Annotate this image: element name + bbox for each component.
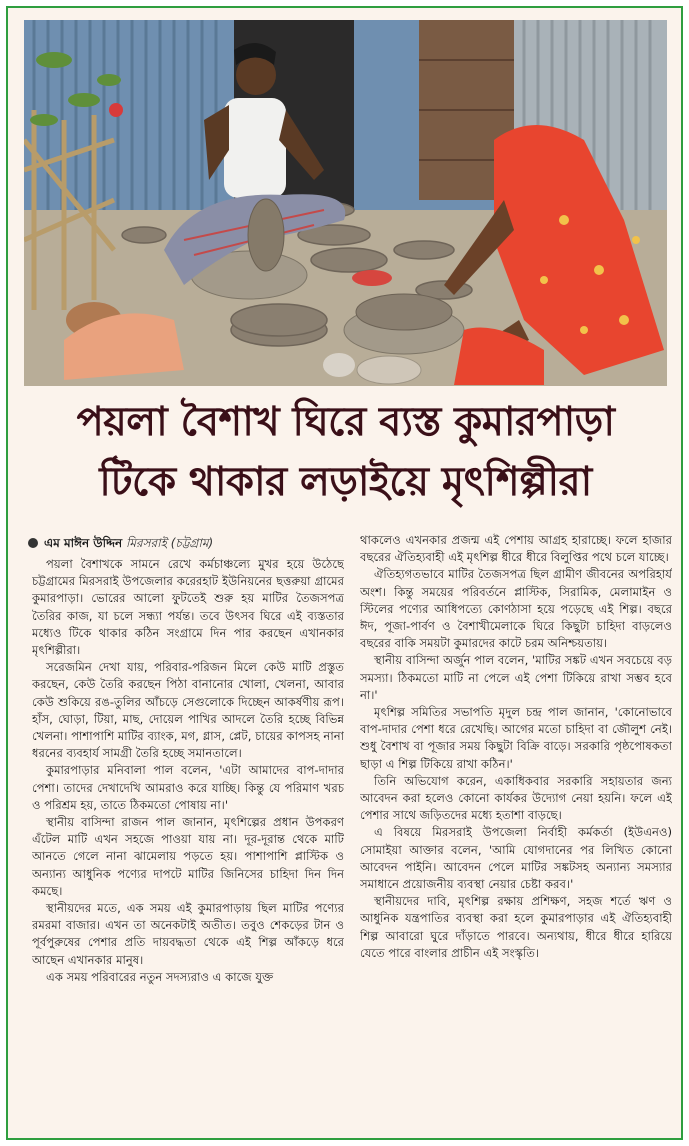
paragraph: স্থানীয় বাসিন্দা রাজন পাল জানান, মৃৎশিল্পের প্রধান উপকরণ এঁটেল মাটি এখন সহজে পাওয়া যায় না। দূর-দূরান্ত থেকে মাটি আনতে গেলে নানা ঝামেলায় পড়তে হয়। পাশাপাশি প্লাস্টিক ও অন্যান্য আধুনিক পণ্যের দাপটে মাটির জিনিসের চাহিদা দিন দিন কমছে। — [32, 815, 344, 898]
byline-place: মিরসরাই (চট্টগ্রাম) — [125, 536, 214, 550]
byline-author: এম মাঈন উদ্দিন — [44, 536, 123, 550]
paragraph: এক সময় পরিবারের নতুন সদস্যরাও এ কাজে যুক্ত — [46, 969, 274, 984]
paragraph: পয়লা বৈশাখকে সামনে রেখে কর্মচাঞ্চল্যে মুখর হয়ে উঠেছে চট্টগ্রামের মিরসরাই উপজেলার করেরহাট ইউনিয়নের ছত্তরুয়া গ্রামের কুমারপাড়া। ভোরের আলো ফুটতেই শুরু হয় মাটির তৈজসপত্র তৈরির কাজ, যা চলে সন্ধ্যা পর্যন্ত। তবে উৎসব ঘিরে এই ব্যস্ততার মধ্যেও টিকে থাকার কঠিন সংগ্রামে দিন পার করছেন এখানকার মৃৎশিল্পীরা। — [32, 557, 344, 658]
bullet-icon — [28, 538, 38, 548]
paragraph: ঐতিহ্যগতভাবে মাটির তৈজসপত্র ছিল গ্রামীণ জীবনের অপরিহার্য অংশ। কিন্তু সময়ের পরিবর্তনে প্লাস্টিক, সিরামিক, মেলামাইন ও স্টিলের পণ্যের আধিপত্যে কোণঠাসা হয়ে পড়েছে এই শিল্প। বছরে ঈদ, পূজা-পার্বণ ও বৈশাখীমেলাকে ঘিরে কিছুটা চাহিদা বাড়লেও বছরের বাকি সময়টা কুমারদের কাটে চরম অনিশ্চয়তায়। — [360, 567, 672, 651]
paragraph: স্থানীয় বাসিন্দা অর্জুন পাল বলেন, 'মাটির সঙ্কট এখন সবচেয়ে বড় সমস্যা। ঠিকমতো মাটি না পেলে এই পেশা টিকিয়ে রাখা সম্ভব হবে না।' — [360, 653, 672, 702]
article-photo — [24, 20, 667, 386]
paragraph: সরেজমিন দেখা যায়, পরিবার-পরিজন মিলে কেউ মাটি প্রস্তুত করছেন, কেউ তৈরি করছেন পিঠা বানানোর খোলা, খেলনা, আবার কেউ শুকিয়ে রঙ-তুলির আঁচড়ে সেগুলোকে দিচ্ছেন আকর্ষণীয় রূপ। হাঁস, ঘোড়া, টিয়া, মাছ, দোয়েল পাখির আদলে তৈরি হচ্ছে বিভিন্ন খেলনা। পাশাপাশি মাটির ব্যাংক, মগ, গ্লাস, প্লেট, চায়ের কাপসহ নানা ধরনের ব্যবহার্য সামগ্রী তৈরি হচ্ছে সমানতালে। — [32, 660, 344, 761]
potters-at-work-illustration — [24, 20, 667, 386]
article-column-left — [32, 556, 344, 1136]
paragraph: স্থানীয়দের মতে, এক সময় এই কুমারপাড়ায় ছিল মাটির পণ্যের রমরমা বাজার। এখন তা অনেকটাই অতীত। তবুও শেকড়ের টান ও পূর্বপুরুষের পেশার প্রতি দায়বদ্ধতা থেকে এই শিল্প আঁকড়ে ধরে আছেন এখানকার মানুষ। — [32, 901, 344, 967]
headline-line-2: টিকে থাকার লড়াইয়ে মৃৎশিল্পীরা — [99, 459, 592, 505]
paragraph: থাকলেও এখনকার প্রজন্ম এই পেশায় আগ্রহ হারাচ্ছে। ফলে হাজার বছরের ঐতিহ্যবাহী এই মৃৎশিল্প ধীরে ধীরে বিলুপ্তির পথে চলে যাচ্ছে। — [360, 533, 672, 565]
paragraph: তিনি অভিযোগ করেন, একাধিকবার সরকারি সহায়তার জন্য আবেদন করা হলেও কোনো কার্যকর উদ্যোগ নেয়া হয়নি। ফলে এই পেশার সাথে জড়িতদের মধ্যে হতাশা বাড়ছে। — [360, 773, 672, 823]
article-column-right — [360, 532, 672, 1112]
byline — [28, 534, 348, 552]
headline — [24, 392, 667, 520]
paragraph: কুমারপাড়ার মনিবালা পাল বলেন, 'এটা আমাদের বাপ-দাদার পেশা। তাদের দেখাদেখি আমরাও করে যাচ্ছি। কিন্তু যে পরিমাণ খরচ ও পরিশ্রম হয়, তাতে ঠিকমতো পোষায় না।' — [32, 763, 344, 812]
paragraph: স্থানীয়দের দাবি, মৃৎশিল্প রক্ষায় প্রশিক্ষণ, সহজ শর্তে ঋণ ও আধুনিক যন্ত্রপাতির ব্যবস্থা করা হলে কুমারপাড়ার এই ঐতিহ্যবাহী শিল্প আবারো ঘুরে দাঁড়াতে পারবে। অন্যথায়, ধীরে ধীরে হারিয়ে যেতে পারে বাংলার প্রাচীন এই সংস্কৃতি। — [360, 894, 672, 960]
newspaper-clipping — [6, 6, 683, 1140]
paragraph: মৃৎশিল্প সমিতির সভাপতি মৃদুল চন্দ্র পাল জানান, 'কোনোভাবে বাপ-দাদার পেশা ধরে রেখেছি। আগের মতো চাহিদা বা জৌলুশ নেই। শুধু বৈশাখ বা পূজার সময় কিছুটা বিক্রি বাড়ে। সরকারি পৃষ্ঠপোষকতা ছাড়া এ শিল্প টিকিয়ে রাখা কঠিন।' — [360, 705, 672, 771]
paragraph: এ বিষয়ে মিরসরাই উপজেলা নির্বাহী কর্মকর্তা (ইউএনও) সোমাইয়া আক্তার বলেন, 'আমি যোগদানের পর লিখিত কোনো আবেদন পাইনি। আবেদন পেলে মাটির সঙ্কটসহ অন্যান্য সমস্যার সমাধানে প্রয়োজনীয় ব্যবস্থা নেয়ার চেষ্টা করব।' — [360, 825, 672, 892]
headline-line-1: পয়লা বৈশাখ ঘিরে ব্যস্ত কুমারপাড়া — [76, 399, 615, 445]
